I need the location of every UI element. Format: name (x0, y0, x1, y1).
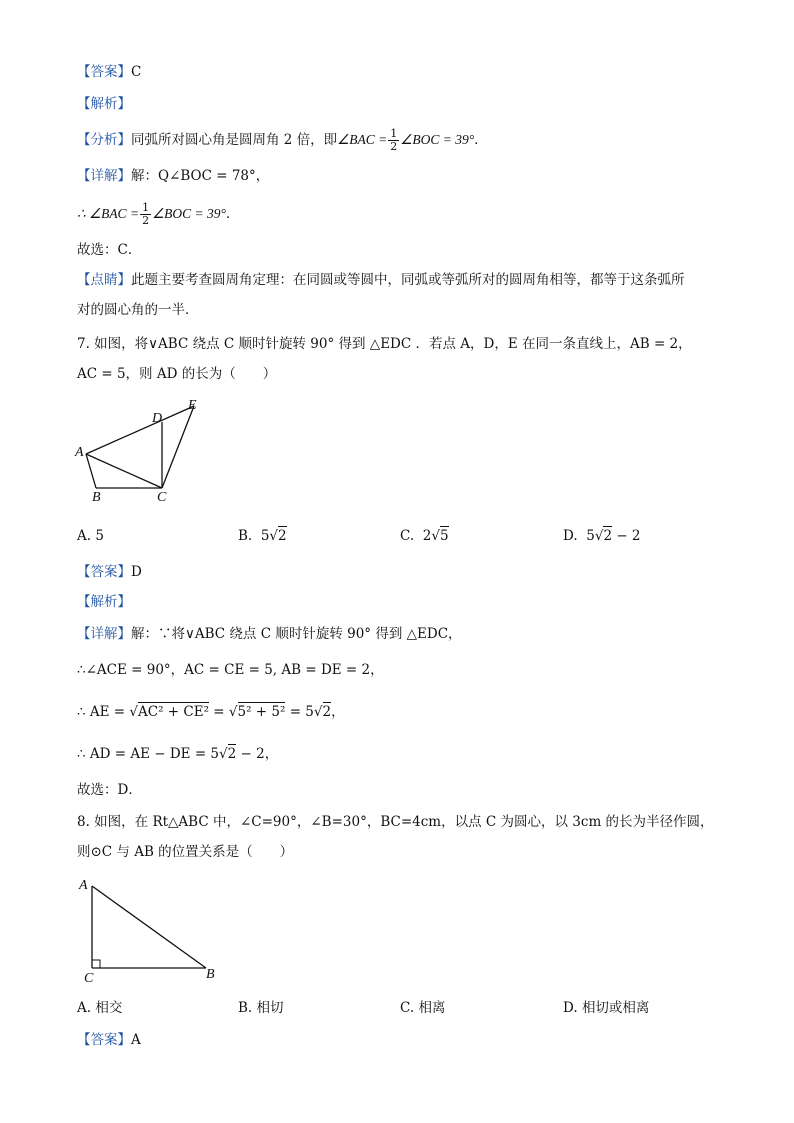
sqrt-sign: √ (129, 704, 138, 720)
fenxi-formula-a: ∠BAC = (337, 132, 388, 147)
option-letter: D. (563, 528, 578, 544)
option-radicand: 2 (278, 528, 287, 544)
xiangjie-text: 解：Q∠BOC = 78°， (131, 168, 270, 184)
option-value: 相切 (256, 1000, 284, 1016)
step2-a: ∴ AE = (77, 704, 126, 720)
option-letter: C. (400, 528, 415, 544)
label-c: C (84, 971, 94, 986)
label-b: B (92, 490, 101, 505)
q8-answer-line (77, 1030, 141, 1050)
fraction-denominator: 2 (390, 140, 398, 153)
step2-radicand2: 5² + 5² (237, 704, 286, 720)
fraction-numerator: 1 (390, 127, 398, 140)
option-value: 相离 (418, 1000, 446, 1016)
label-e: E (188, 398, 197, 413)
dianjing-tag: 【点睛】 (77, 272, 131, 288)
option-value-pre: 5 (260, 528, 270, 544)
q7-step1: ∴∠ACE = 90°，AC = CE = 5, AB = DE = 2， (77, 662, 384, 678)
q8-stem-line2: 则⊙C 与 AB 的位置关系是（ ） (77, 844, 294, 860)
right-angle-mark (92, 960, 100, 968)
step2-radicand: AC² + CE² (138, 704, 209, 720)
q8-option-b[interactable] (238, 998, 284, 1018)
q8-figure (76, 872, 226, 987)
dianjing-text1: 此题主要考查圆周角定理：在同圆或等圆中，同弧或等弧所对的圆周角相等，都等于这条弧所 (131, 272, 685, 288)
sqrt-sign: √ (313, 704, 323, 720)
answer-tag: 【答案】 (77, 1032, 131, 1048)
option-value-post: − 2 (612, 528, 641, 544)
fenxi-end: ． (474, 132, 488, 148)
sqrt-sign: √ (269, 528, 279, 544)
analysis-tag: 解析 (90, 594, 118, 610)
q7-analysis-heading (77, 592, 131, 612)
analysis-bracket-left: 【 (77, 594, 91, 610)
q8-option-c[interactable] (400, 998, 445, 1018)
fenxi-formula-b: ∠BOC = 39° (400, 132, 475, 147)
xiangjie-tag: 【详解】 (77, 626, 131, 642)
sqrt-sign: √ (219, 746, 228, 762)
fraction-denominator: 2 (142, 214, 150, 227)
option-letter: D. (563, 1000, 578, 1016)
label-c: C (157, 490, 167, 505)
label-b: B (206, 967, 215, 982)
q6-dianjing-line (77, 270, 685, 290)
q8-option-a[interactable] (77, 998, 122, 1018)
option-letter: C. (400, 1000, 415, 1016)
step2-end: ， (331, 704, 345, 720)
q6-dianjing-line2: 对的圆心角的一半． (77, 302, 199, 318)
step3-radicand: 2 (227, 746, 237, 762)
q7-option-b[interactable] (238, 526, 287, 546)
analysis-tag: 解析 (90, 96, 118, 112)
step3-a: ∴ AD = AE − DE = 5 (77, 746, 220, 762)
step-b: ∠BOC = 39° (152, 206, 226, 221)
option-radicand: 2 (603, 528, 613, 544)
segment-ab (92, 886, 206, 968)
answer-value: A (131, 1032, 141, 1048)
label-a: A (75, 445, 84, 460)
segment-ab (86, 454, 96, 488)
label-d: D (152, 411, 163, 426)
q7-step2 (77, 702, 345, 722)
q7-choice-line: 故选：D． (77, 782, 142, 798)
option-letter: A. (77, 1000, 92, 1016)
step-end: ． (225, 206, 240, 222)
q6-answer-line (77, 62, 141, 82)
option-letter: B. (238, 528, 253, 544)
answer-value: D (131, 564, 142, 580)
q8-stem-line1: 8. 如图，在 Rt△ABC 中，∠C=90°，∠B=30°，BC=4cm，以点 C 为圆心，以 3cm 的长为半径作圆， (77, 814, 714, 830)
option-value: 相交 (95, 1000, 123, 1016)
step2-radicand3: 2 (322, 704, 332, 720)
answer-value: C (131, 64, 142, 80)
q7-step3 (77, 744, 278, 764)
option-value-pre: 5 (586, 528, 595, 544)
analysis-bracket-right: 】 (117, 594, 131, 610)
q7-option-a[interactable] (77, 526, 104, 546)
step3-b: − 2， (236, 746, 279, 762)
analysis-bracket-left: 【 (77, 96, 91, 112)
label-a: A (79, 878, 88, 893)
sqrt-sign: √ (594, 528, 604, 544)
q7-xiangjie-line (77, 624, 462, 644)
step2-b: = (213, 704, 225, 720)
option-value: 相切或相离 (581, 1000, 650, 1016)
q7-stem-line1: 7. 如图，将∨ABC 绕点 C 顺时针旋转 90° 得到 △EDC ．若点 A，D，E 在同一条直线上，AB = 2， (77, 336, 692, 352)
option-letter: A. (77, 528, 92, 544)
option-letter: B. (238, 1000, 253, 1016)
q6-choice-line: 故选：C． (77, 242, 142, 258)
q6-analysis-heading (77, 94, 131, 114)
q7-stem-line2: AC = 5，则 AD 的长为（ ） (77, 366, 277, 382)
step-a: ∴ ∠BAC = (77, 206, 140, 221)
segment-ac (86, 454, 162, 488)
sqrt-sign: √ (431, 528, 440, 544)
q6-fenxi-line (77, 128, 488, 153)
fraction-half (388, 128, 399, 153)
option-value: 5 (95, 528, 104, 544)
fraction-numerator: 1 (142, 201, 150, 214)
q6-xiangjie-line (77, 166, 269, 186)
fenxi-text: 同弧所对圆心角是圆周角 2 倍，即 (131, 132, 338, 148)
option-value-pre: 2 (422, 528, 432, 544)
q7-option-c[interactable] (400, 526, 449, 546)
answer-tag: 【答案】 (77, 64, 131, 80)
option-radicand: 5 (439, 528, 449, 544)
fraction-half (140, 202, 151, 227)
xiangjie-text: 解：∵将∨ABC 绕点 C 顺时针旋转 90° 得到 △EDC， (131, 626, 462, 642)
answer-tag: 【答案】 (77, 564, 131, 580)
q8-option-d[interactable] (563, 998, 649, 1018)
q7-answer-line (77, 562, 142, 582)
step2-c: = 5 (289, 704, 314, 720)
sqrt-sign: √ (228, 704, 238, 720)
xiangjie-tag: 【详解】 (77, 168, 131, 184)
q7-figure (72, 392, 212, 512)
analysis-bracket-right: 】 (117, 96, 131, 112)
fenxi-tag: 【分析】 (77, 132, 131, 148)
q7-option-d[interactable] (563, 526, 641, 546)
q6-step-line (77, 202, 239, 227)
